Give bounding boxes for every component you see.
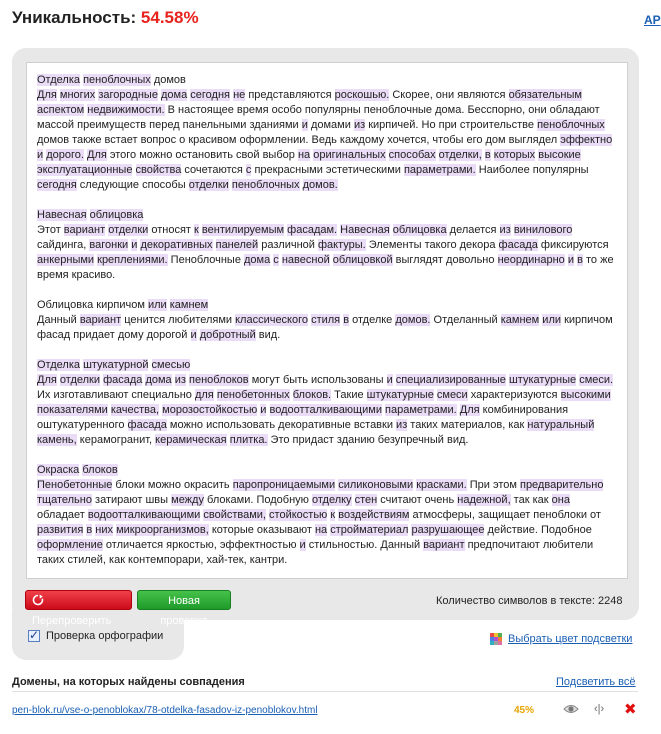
text-paragraph xyxy=(37,463,617,568)
domains-title: Домены, на которых найдены совпадения xyxy=(12,676,245,688)
text-paragraph xyxy=(37,208,617,283)
refresh-icon xyxy=(32,594,44,606)
spellcheck-label: Проверка орфографии xyxy=(46,630,164,642)
compare-icon[interactable]: ‹|› xyxy=(594,703,605,715)
paragraph-body: Данный вариант ценится любителями классического стиля в отделке домов. Отделанный камнем или кирпичом фасад придает дому дорогой и добротный вид. xyxy=(37,314,613,341)
paragraph-body: Этот вариант отделки относят к вентилируемым фасадам. Навесная облицовка делается из винилового сайдинга, вагонки и декоративных панелей различной фактуры. Элементы такого декора фасада фиксируются анкерными креплениями. Пеноблочные дома с навесной облицовкой выглядят довольно неординарно и в то же время красиво. xyxy=(37,224,614,281)
uniqueness-value: 54.58% xyxy=(140,8,199,27)
paragraph-body: Для отделки фасада дома из пеноблоков могут быть использованы и специализированные штукатурные смеси. Их изготавливают специально для пенобетонных блоков. Такие штукатурные смеси характеризуются высокими показателями качества, морозостойкостью и водоотталкивающими параметрами. Для комбинирования оштукатуренного фасада можно использовать декоративные вставки из таких материалов, как натуральный камень, керамогранит, керамическая плитка. Это придаст зданию безупречный вид. xyxy=(37,374,614,446)
spellcheck-option[interactable] xyxy=(28,630,163,642)
paragraph-body: Для многих загородные дома сегодня не представляются роскошью. Скорее, они являются обязательным аспектом недвижимости. В настоящее время особо популярны пеноблочные дома. Бесспорно, они обладают массой преимуществ перед панельными зданиями и домами из кирпичей. Но при строительстве пеноблочных домов также встает вопрос о красивом оформлении. Ведь каждому хочется, чтобы его дом выглядел эффектно и дорого. Для этого можно остановить свой выбор на оригинальных способах отделки, в которых высокие эксплуатационные свойства сочетаются с прекрасными эстетическими параметрами. Наиболее популярны сегодня следующие способы отделки пеноблочных домов. xyxy=(37,89,613,191)
color-palette-icon xyxy=(490,633,502,645)
new-check-button[interactable] xyxy=(137,590,231,627)
checked-text-area[interactable] xyxy=(26,62,628,579)
uniqueness-header xyxy=(12,8,199,28)
header-link[interactable]: AP xyxy=(644,13,661,27)
eye-icon[interactable] xyxy=(563,702,579,716)
domain-match-percent: 45% xyxy=(514,705,535,716)
char-count: Количество символов в тексте: 2248 xyxy=(436,595,623,607)
delete-icon[interactable]: ✖ xyxy=(624,701,637,718)
text-paragraph xyxy=(37,298,617,343)
highlight-all-link[interactable]: Подсветить всё xyxy=(556,676,636,688)
divider xyxy=(12,691,638,692)
paragraph-title: Окраска блоков xyxy=(37,464,118,476)
spellcheck-checkbox[interactable] xyxy=(28,630,40,642)
paragraph-title: Отделка штукатурной смесью xyxy=(37,359,191,371)
recheck-button[interactable] xyxy=(25,590,132,627)
choose-highlight-color-label: Выбрать цвет подсветки xyxy=(508,633,633,645)
new-check-label: Новая проверка xyxy=(160,595,208,627)
text-paragraph xyxy=(37,73,617,193)
uniqueness-label: Уникальность: xyxy=(12,8,137,27)
paragraph-title: Облицовка кирпичом или камнем xyxy=(37,299,209,311)
domain-url-link[interactable]: pen-blok.ru/vse-o-penoblokax/78-otdelka-fasadov-iz-penoblokov.html xyxy=(12,705,318,716)
recheck-label: Перепроверить xyxy=(32,615,112,627)
choose-highlight-color-link[interactable] xyxy=(490,633,632,645)
paragraph-body: Пенобетонные блоки можно окрасить паропроницаемыми силиконовыми красками. При этом предварительно тщательно затирают швы между блоками. Подобную отделку стен считают очень надежной, так как она обладает водоотталкивающими свойствами, стойкостью к воздействиям атмосферы, защищает пеноблоки от развития в них микроорганизмов, которые оказывают на стройматериал разрушающее действие. Подобное оформление отличается яркостью, эффектностью и стильностью. Данный вариант предпочитают любители таких стилей, как контемпорари, хай-тек, кантри. xyxy=(37,479,604,566)
paragraph-title: Отделка пеноблочных домов xyxy=(37,74,186,86)
text-paragraph xyxy=(37,358,617,448)
paragraph-title: Навесная облицовка xyxy=(37,209,144,221)
